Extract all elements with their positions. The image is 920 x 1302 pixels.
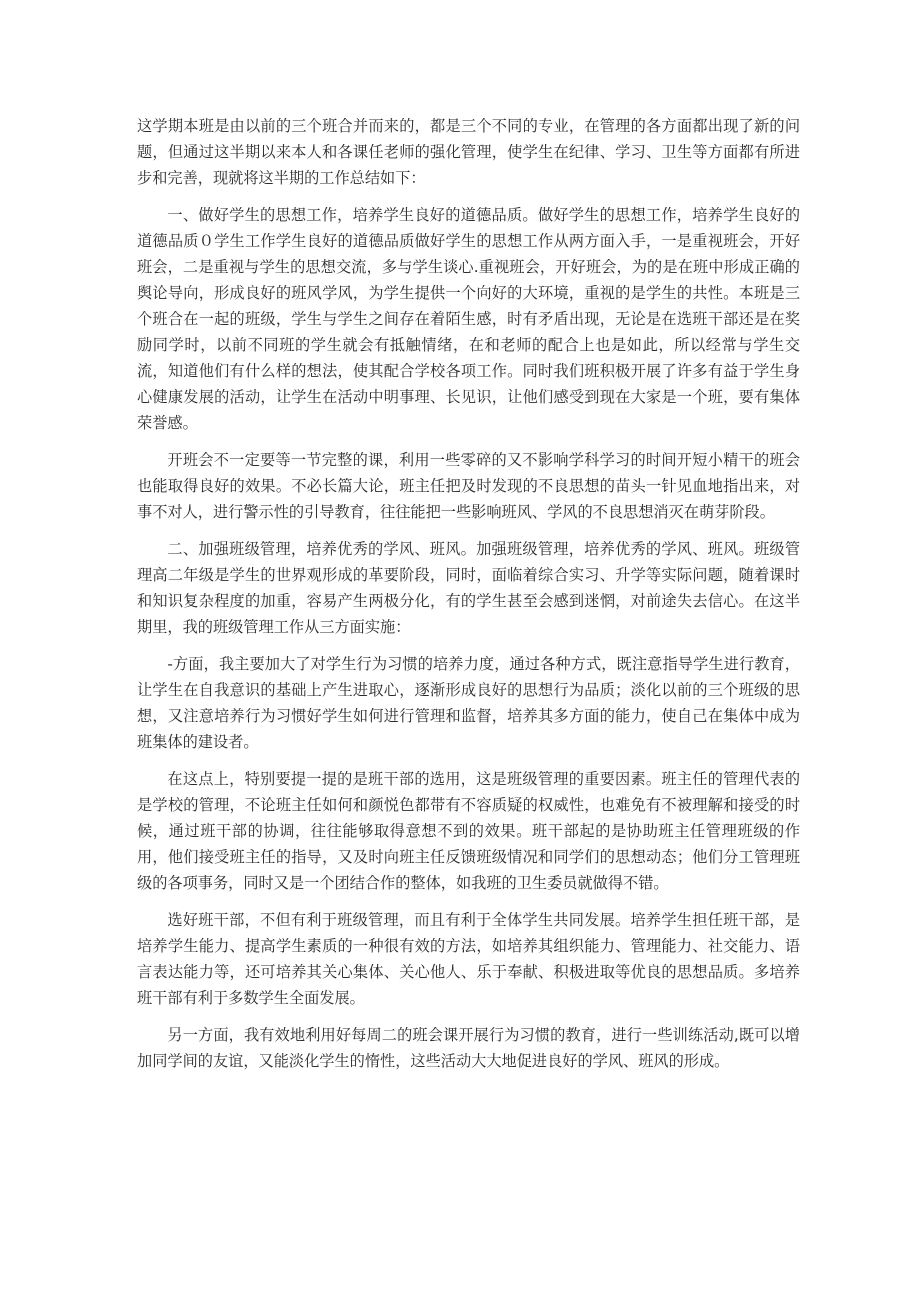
section-one-paragraph: 一、做好学生的思想工作，培养学生良好的道德品质。做好学生的思想工作，培养学生良好的道德品质０学生工作学生良好的道德品质做好学生的思想工作从两方面入手，一是重视班会，开好班会，二是重视与学生的思想交流，多与学生谈心.重视班会，开好班会，为的是在班中形成正确的舆论导向，形成良好的班风学风，为学生提供一个向好的大环境，重视的是学生的共性。本班是三个班合在一起的班级，学生与学生之间存在着陌生感，时有矛盾出现，无论是在选班干部还是在奖励同学时，以前不同班的学生就会有抵触情绪，在和老师的配合上也是如此，所以经常与学生交流，知道他们有什么样的想法，使其配合学校各项工作。同时我们班积极开展了许多有益于学生身心健康发展的活动，让学生在活动中明事理、长见识，让他们感受到现在大家是一个班，要有集体荣誉感。 [137, 206, 800, 432]
class-cadre-paragraph: 在这点上，特别要提一提的是班干部的选用，这是班级管理的重要因素。班主任的管理代表的是学校的管理，不论班主任如何和颜悦色都带有不容质疑的权威性，也难免有不被理解和接受的时候，通过班干部的协调，往往能够取得意想不到的效果。班干部起的是协助班主任管理班级的作用，他们接受班主任的指导，又及时向班主任反馈班级情况和同学们的思想动态；他们分工管理班级的各项事务，同时又是一个团结合作的整体，如我班的卫生委员就做得不错。 [137, 770, 800, 892]
other-aspect-paragraph: 另一方面，我有效地利用好每周二的班会课开展行为习惯的教育，进行一些训练活动,既可以增加同学间的友谊，又能淡化学生的惰性，这些活动大大地促进良好的学风、班风的形成。 [137, 1026, 800, 1070]
document-body [137, 113, 800, 1085]
section-two-paragraph: 二、加强班级管理，培养优秀的学风、班风。加强班级管理，培养优秀的学风、班风。班级管理高二年级是学生的世界观形成的革要阶段，同时，面临着综合实习、升学等实际问题，随着课时和知识复杂程度的加重，容易产生两极分化，有的学生甚至会感到迷惘，对前途失去信心。在这半期里，我的班级管理工作从三方面实施： [137, 540, 800, 636]
class-meeting-paragraph: 开班会不一定要等一节完整的课，利用一些零碎的又不影响学科学习的时间开短小精干的班会也能取得良好的效果。不必长篇大论，班主任把及时发现的不良思想的苗头一针见血地指出来，对事不对人，进行警示性的引导教育，往往能把一些影响班风、学风的不良思想消灭在萌芽阶段。 [137, 451, 800, 521]
select-cadre-paragraph: 选好班干部，不但有利于班级管理，而且有利于全体学生共同发展。培养学生担任班干部，是培养学生能力、提高学生素质的一种很有效的方法，如培养其组织能力、管理能力、社交能力、语言表达能力等，还可培养其关心集体、关心他人、乐于奉献、积极进取等优良的思想品质。多培养班干部有利于多数学生全面发展。 [137, 911, 800, 1007]
first-aspect-paragraph: -方面，我主要加大了对学生行为习惯的培养力度，通过各种方式，既注意指导学生进行教育，让学生在自我意识的基础上产生进取心，逐渐形成良好的思想行为品质；淡化以前的三个班级的思想，又注意培养行为习惯好学生如何进行管理和监督，培养其多方面的能力，使自己在集体中成为班集体的建设者。 [137, 655, 800, 751]
intro-paragraph: 这学期本班是由以前的三个班合并而来的，都是三个不同的专业，在管理的各方面都出现了新的问题，但通过这半期以来本人和各课任老师的强化管理，使学生在纪律、学习、卫生等方面都有所进步和完善，现就将这半期的工作总结如下： [137, 117, 800, 187]
